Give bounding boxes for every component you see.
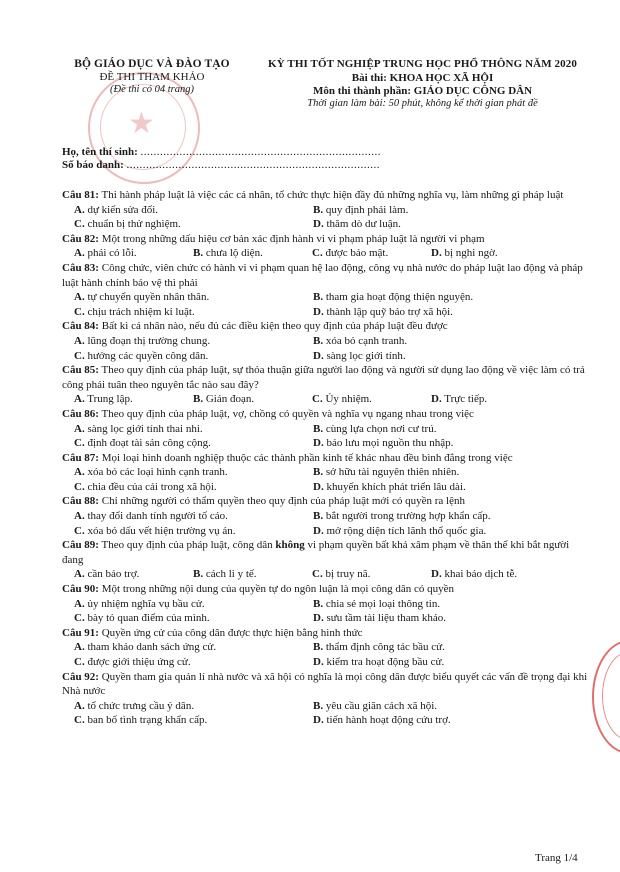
option-d: D. sưu tầm tài liệu tham khảo.: [313, 612, 447, 625]
question-text: Theo quy định của pháp luật, sự thỏa thuận giữa người lao động và người sử dụng lao động về việc làm có trả công phải tuân theo nguyên tắc nào sau đây?: [62, 364, 585, 391]
question-82: [62, 232, 592, 261]
candidate-name-row: [62, 146, 381, 159]
question-number: Câu 81:: [62, 189, 99, 201]
question-stem: [62, 188, 592, 203]
option-grid: [62, 597, 592, 626]
candidate-number-label: Số báo danh:: [62, 159, 124, 171]
option-a: A. sàng lọc giới tính thai nhi.: [74, 422, 203, 435]
question-87: [62, 451, 592, 495]
question-text: Mọi loại hình doanh nghiệp thuộc các thành phần kinh tế khác nhau đều bình đẳng trong việc: [101, 451, 513, 464]
option-a: A. thay đổi danh tính người tố cáo.: [74, 510, 228, 523]
question-number: Câu 89:: [62, 539, 99, 552]
option-c: C. được bảo mật.: [312, 247, 389, 260]
option-c: C. hưởng các quyền công dân.: [74, 349, 209, 362]
question-stem: [62, 670, 592, 699]
question-91: [62, 626, 592, 670]
option-b: B. chưa lộ diện.: [193, 247, 263, 260]
option-c: C. ban bố tình trạng khẩn cấp.: [74, 714, 208, 727]
option-c: C. được giới thiệu ứng cử.: [74, 656, 191, 668]
question-89: [62, 538, 592, 582]
question-85: [62, 363, 592, 407]
option-grid: [62, 422, 592, 451]
candidate-name-dots: ..........................................................................: [140, 146, 382, 158]
question-emphasis: không: [275, 539, 305, 552]
question-stem: [62, 626, 592, 641]
header-left: [52, 58, 252, 95]
question-88: [62, 494, 592, 538]
option-d: D. thăm dò dư luận.: [313, 218, 401, 231]
option-b: B. thẩm định công tác bầu cử.: [313, 641, 445, 654]
exam-time: Thời gian làm bài: 50 phút, không kể thời gian phát đề: [307, 98, 538, 109]
question-list: [62, 188, 592, 728]
question-83: [62, 261, 592, 319]
option-d: D. bị nghi ngờ.: [431, 247, 498, 260]
ministry-name: BỘ GIÁO DỤC VÀ ĐÀO TẠO: [74, 58, 230, 70]
option-a: A. tham khảo danh sách ứng cử.: [74, 641, 217, 654]
option-c: C. bị truy nã.: [312, 568, 371, 581]
exam-title: KỲ THI TỐT NGHIỆP TRUNG HỌC PHỔ THÔNG NĂM 2020: [268, 58, 577, 70]
option-a: A. ủy nhiệm nghĩa vụ bầu cử.: [74, 597, 205, 610]
question-stem: [62, 319, 592, 334]
option-b: B. chia sẻ mọi loại thông tin.: [313, 597, 441, 610]
question-92: [62, 670, 592, 728]
option-grid: [62, 699, 592, 728]
option-a: A. phải có lỗi.: [74, 247, 137, 260]
option-a: A. Trung lập.: [74, 393, 133, 406]
question-number: Câu 85:: [62, 364, 99, 377]
question-number: Câu 83:: [62, 261, 99, 274]
header-right: [250, 58, 595, 109]
star-icon: ★: [128, 107, 155, 140]
question-number: Câu 90:: [62, 583, 99, 596]
question-stem: [62, 538, 592, 567]
option-b: B. Gián đoạn.: [193, 393, 255, 406]
option-grid: [62, 465, 592, 494]
option-b: B. cách li y tế.: [193, 568, 257, 581]
question-number: Câu 91:: [62, 626, 99, 639]
exam-subject: Môn thi thành phần: GIÁO DỤC CÔNG DÂN: [312, 85, 533, 97]
option-b: B. xóa bỏ cạnh tranh.: [313, 334, 408, 347]
option-a: A. xóa bỏ các loại hình cạnh tranh.: [74, 466, 228, 479]
edge-stamp-ring: [602, 652, 620, 740]
candidate-info: [62, 146, 381, 172]
option-a: A. tổ chức trưng cầu ý dân.: [74, 699, 195, 712]
question-81: [62, 188, 592, 232]
question-number: Câu 84:: [62, 320, 99, 333]
option-grid: [62, 509, 592, 538]
question-stem: [62, 232, 592, 247]
question-number: Câu 86:: [62, 407, 99, 420]
option-c: C. bày tỏ quan điểm của mình.: [74, 612, 210, 625]
question-number: Câu 92:: [62, 670, 99, 683]
question-text: Công chức, viên chức có hành vi vi phạm quan hệ lao động, công vụ nhà nước do pháp luật lao động và pháp luật hành chính bảo vệ thì phải: [62, 261, 583, 289]
option-d: D. mở rộng diện tích lãnh thổ quốc gia.: [313, 524, 487, 537]
option-grid: [62, 290, 592, 319]
option-d: D. tiến hành hoạt động cứu trợ.: [313, 714, 451, 727]
option-a: A. dự kiến sửa đổi.: [74, 203, 159, 216]
question-stem: [62, 494, 592, 509]
question-86: [62, 407, 592, 451]
edge-stamp-seal: [592, 640, 620, 754]
question-text: Theo quy định của pháp luật, công dân: [101, 539, 276, 552]
question-stem: [62, 261, 592, 290]
candidate-name-label: Họ, tên thí sinh:: [62, 146, 138, 158]
exam-kind: ĐỀ THI THAM KHẢO: [99, 71, 205, 83]
option-a: A. lũng đoạn thị trường chung.: [74, 334, 211, 347]
option-c: C. định đoạt tài sản công cộng.: [74, 437, 211, 450]
question-number: Câu 87:: [62, 451, 99, 464]
option-b: B. yêu cầu giãn cách xã hội.: [313, 699, 438, 712]
question-text: Một trong những dấu hiệu cơ bản xác định hành vi vi phạm pháp luật là người vi phạm: [101, 232, 485, 245]
question-number: Câu 88:: [62, 495, 99, 508]
question-stem: [62, 363, 592, 392]
question-number: Câu 82:: [62, 232, 99, 245]
option-grid: [62, 246, 592, 261]
question-text: Thi hành pháp luật là việc các cá nhân, tổ chức thực hiện đầy đủ những nghĩa vụ, làm những gì pháp luật: [101, 189, 564, 201]
option-grid: [62, 392, 592, 407]
question-84: [62, 319, 592, 363]
option-d: D. kiểm tra hoạt động bầu cử.: [313, 656, 445, 668]
option-c: C. xóa bỏ dấu vết hiện trường vụ án.: [74, 524, 236, 537]
candidate-number-dots: ..............................................................................: [126, 159, 381, 171]
option-d: D. sàng lọc giới tính.: [313, 349, 406, 362]
option-b: B. tham gia hoạt động thiện nguyện.: [313, 291, 474, 304]
option-b: B. bắt người trong trường hợp khẩn cấp.: [313, 510, 491, 523]
option-d: D. khai báo dịch tễ.: [431, 568, 518, 581]
question-text: Quyền ứng cử của công dân được thực hiện bằng hình thức: [101, 626, 363, 639]
question-text: Quyền tham gia quản lí nhà nước và xã hội có nghĩa là mọi công dân được biểu quyết các vấn đề trọng đại khi Nhà nước: [62, 670, 588, 698]
option-d: D. khuyến khích phát triển lâu dài.: [313, 480, 466, 493]
option-d: D. thành lập quỹ bảo trợ xã hội.: [313, 305, 453, 318]
question-90: [62, 582, 592, 626]
option-d: D. bảo lưu mọi nguồn thu nhập.: [313, 437, 454, 450]
option-c: C. Ủy nhiệm.: [312, 393, 372, 406]
pages-note: (Đề thi có 04 trang): [110, 84, 194, 95]
question-text: Chỉ những người có thẩm quyền theo quy định của pháp luật mới có quyền ra lệnh: [101, 495, 465, 508]
option-b: B. cùng lựa chọn nơi cư trú.: [313, 422, 437, 435]
exam-section: Bài thi: KHOA HỌC XÃ HỘI: [351, 72, 494, 84]
question-text: Theo quy định của pháp luật, vợ, chồng có quyền và nghĩa vụ ngang nhau trong việc: [101, 407, 474, 420]
question-text: Một trong những nội dung của quyền tự do ngôn luận là mọi công dân có quyền: [101, 583, 454, 596]
option-d: D. Trực tiếp.: [431, 393, 488, 406]
question-stem: [62, 451, 592, 466]
page-number: Trang 1/4: [535, 852, 578, 864]
option-c: C. chịu trách nhiệm kỉ luật.: [74, 305, 195, 318]
option-c: C. chuẩn bị thử nghiệm.: [74, 218, 181, 231]
question-stem: [62, 582, 592, 597]
question-stem: [62, 407, 592, 422]
option-grid: [62, 203, 592, 232]
option-b: B. quy định phải làm.: [313, 203, 409, 216]
option-c: C. chia đều của cải trong xã hội.: [74, 480, 217, 493]
option-grid: [62, 334, 592, 363]
option-grid: [62, 567, 592, 582]
option-grid: [62, 640, 592, 669]
option-b: B. sở hữu tài nguyên thiên nhiên.: [313, 466, 460, 479]
question-text: Bất kì cá nhân nào, nếu đủ các điều kiện theo quy định của pháp luật đều được: [101, 320, 448, 333]
option-a: A. cần bảo trợ.: [74, 568, 140, 581]
option-a: A. tự chuyển quyền nhân thân.: [74, 291, 210, 304]
question-text-rest: vi phạm quyền bất khả xâm phạm về thân thể khi bắt người đang: [62, 539, 570, 566]
candidate-number-row: [62, 159, 381, 172]
